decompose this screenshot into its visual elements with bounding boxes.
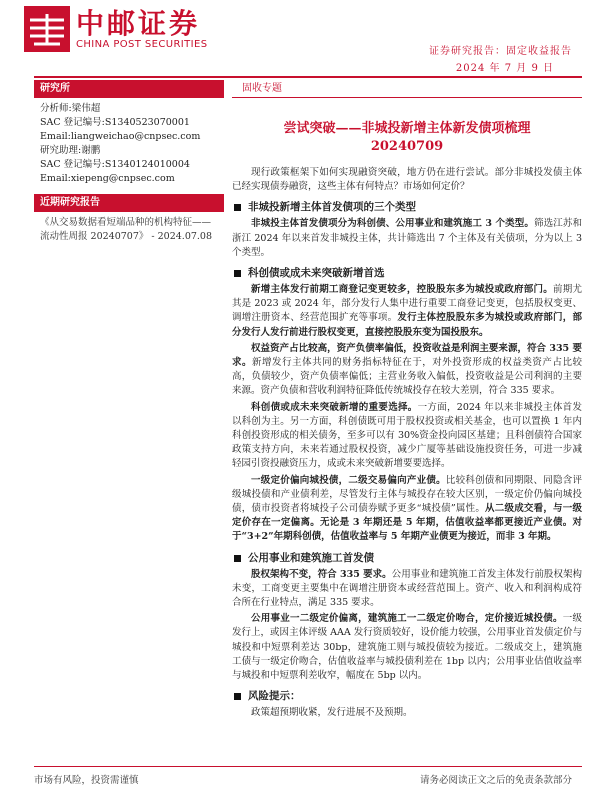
section-3-paragraph-1 [232, 568, 582, 611]
intro-paragraph: 现行政策框架下如何实现融资突破，地方仍在进行尝试。部分非城投发债主体已经实现债券融资，这些主体有何特点？市场如何定价？ [232, 167, 582, 193]
bold-text: 发行主体控股股东多为城投或政府部门，部分发行人发行前进行股权变更，直接控股股东变为国投股东。 [232, 312, 582, 338]
footer-disclaimer-left: 市场有风险，投资需谨慎 [34, 775, 139, 786]
body-text: 筛选江苏和浙江 2024 年以来首发非城投主体，共计筛选出 7 个主体及有关债项，分为以上 3 个类型。 [232, 218, 582, 258]
report-date: 2024 年 7 月 9 日 [455, 63, 554, 74]
sidebar [34, 80, 224, 248]
section-2-paragraph-4 [232, 474, 582, 545]
report-category-tag: 固收专题 [232, 80, 582, 98]
assistant-name: 研究助理:谢鹏 [40, 145, 101, 156]
bold-lead: 公用事业一二级定价偏离，建筑施工一二级定价吻合，定价接近城投债。 [251, 613, 563, 625]
bold-lead: 权益资产占比较高，资产负债率偏低，投资收益是利润主要来源，符合 335 要求。 [232, 342, 582, 369]
section-2-paragraph-1 [232, 283, 582, 340]
assistant-email[interactable]: Email:xiepeng@cnpsec.com [40, 173, 175, 184]
report-header [0, 0, 600, 78]
footer-disclaimer-right: 请务必阅读正文之后的免责条款部分 [419, 775, 572, 786]
footer-divider [34, 766, 582, 767]
section-heading-3: 公用事业和建筑施工首发债 [232, 551, 582, 566]
analyst-sac: SAC 登记编号:S1340523070001 [40, 117, 190, 128]
analyst-name: 分析师:梁伟超 [40, 103, 101, 114]
bold-lead: 新增主体发行前期工商登记变更较多，控股股东多为城投或政府部门。 [251, 284, 553, 296]
report-type: 证券研究报告：固定收益报告 [429, 46, 572, 57]
analyst-email[interactable]: Email:liangweichao@cnpsec.com [40, 131, 201, 142]
section-2-paragraph-2 [232, 342, 582, 399]
body-text: 一级发行上，或因主体评级 AAA 发行资质较好，设价能力较强，公用事业首发债定价与城投和中短票利差达 30bp，建筑施工则与城投债较为接近。二级成交上，建筑施工债与一级定价吻合，估值收益率与城投债利差在 1bp 以内；公用事业估值收益率与城投和中短票利差收窄，幅度在 5bp 以内。 [232, 613, 582, 682]
body-text: 前期尤其是 2023 或 2024 年，部分发行人集中进行重要工商登记变更，包括股权变更、调增注册资本、经营范围扩充等事项。 [232, 284, 582, 324]
recent-reports-heading: 近期研究报告 [34, 194, 224, 212]
section-3-paragraph-2 [232, 612, 582, 683]
recent-report-link[interactable]: 《从交易数据看短端品种的机构特征——流动性周报 20240707》 - 2024.07.08 [40, 217, 213, 242]
body-text: 一方面，2024 年以来非城投主体首发以科创为主。另一方面，科创债既可用于股权投资或相关基金，也可以置换 1 年内科创投资形成的相关债务，至多可以有 30%资金投向园区基建；且科创债符合国家政策支持方向，未来若通过股权投资，减少广厦等基础设施投资任务，可进一步减轻园引资投融资压力，成或未来突破新增要要选择。 [232, 401, 582, 470]
bold-text: 从二级成交看，与一级定价存在一定偏离。无论是 3 年期还是 5 年期，估值收益率都更接近产业债。对于“3+2”年期科创债，估值收益率与 5 年期产业债更为接近，而非 3 年期。 [232, 503, 582, 543]
main-content [232, 80, 582, 721]
section-1-paragraph [232, 217, 582, 260]
risk-text: 政策超预期收紧，发行进展不及预期。 [251, 707, 413, 719]
assistant-sac: SAC 登记编号:S1340124010004 [40, 159, 190, 170]
title-line-2: 20240709 [370, 139, 444, 154]
header-divider [34, 76, 582, 78]
section-heading-2: 科创债或成未来突破新增首选 [232, 266, 582, 281]
title-line-1: 尝试突破——非城投新增主体新发债项梳理 [283, 121, 531, 136]
report-title [232, 120, 582, 156]
logo-english-name: CHINA POST SECURITIES [76, 38, 208, 50]
bold-lead: 一级定价偏向城投债，二级交易偏向产业债。 [251, 474, 446, 486]
china-post-logo-icon [24, 6, 70, 52]
company-logo [24, 6, 207, 52]
logo-chinese-name: 中邮证券 [76, 6, 201, 40]
section-2-paragraph-3 [232, 401, 582, 472]
bold-lead: 股权架构不变，符合 335 要求。 [251, 568, 392, 580]
body-text: 公用事业和建筑施工首发主体发行前股权架构未变，工商变更主要集中在调增注册资本或经营范围上。资产、收入和利润构成符合所在行业特点，满足 335 要求。 [232, 568, 582, 609]
risk-heading: 风险提示： [232, 689, 582, 704]
research-institute-heading: 研究所 [34, 80, 224, 98]
analyst-info [34, 98, 224, 190]
body-text: 新增发行主体共同的财务指标特征在于，对外投资形成的权益类资产占比较高，负债较少，资产负债率偏低；主营业务收入偏低，投资收益是公司利润的主要来源。资产负债和营收利润特征降低传统城投存在较大差别，符合 335 要求。 [232, 357, 582, 397]
body-text: 比较科创债和同期限、同隐含评级城投债和产业债利差，尽管发行主体与城投存在较大区别，一级定价仍偏向城投债，债市投资者将城投子公司债券赋予更多“城投债”属性。 [232, 474, 582, 515]
section-heading-1: 非城投新增主体首发债项的三个类型 [232, 200, 582, 215]
bold-lead: 科创债或成未来突破新增的重要选择。 [251, 401, 418, 413]
bold-lead: 非城投主体首发债项分为科创债、公用事业和建筑施工 3 个类型。 [251, 218, 534, 230]
